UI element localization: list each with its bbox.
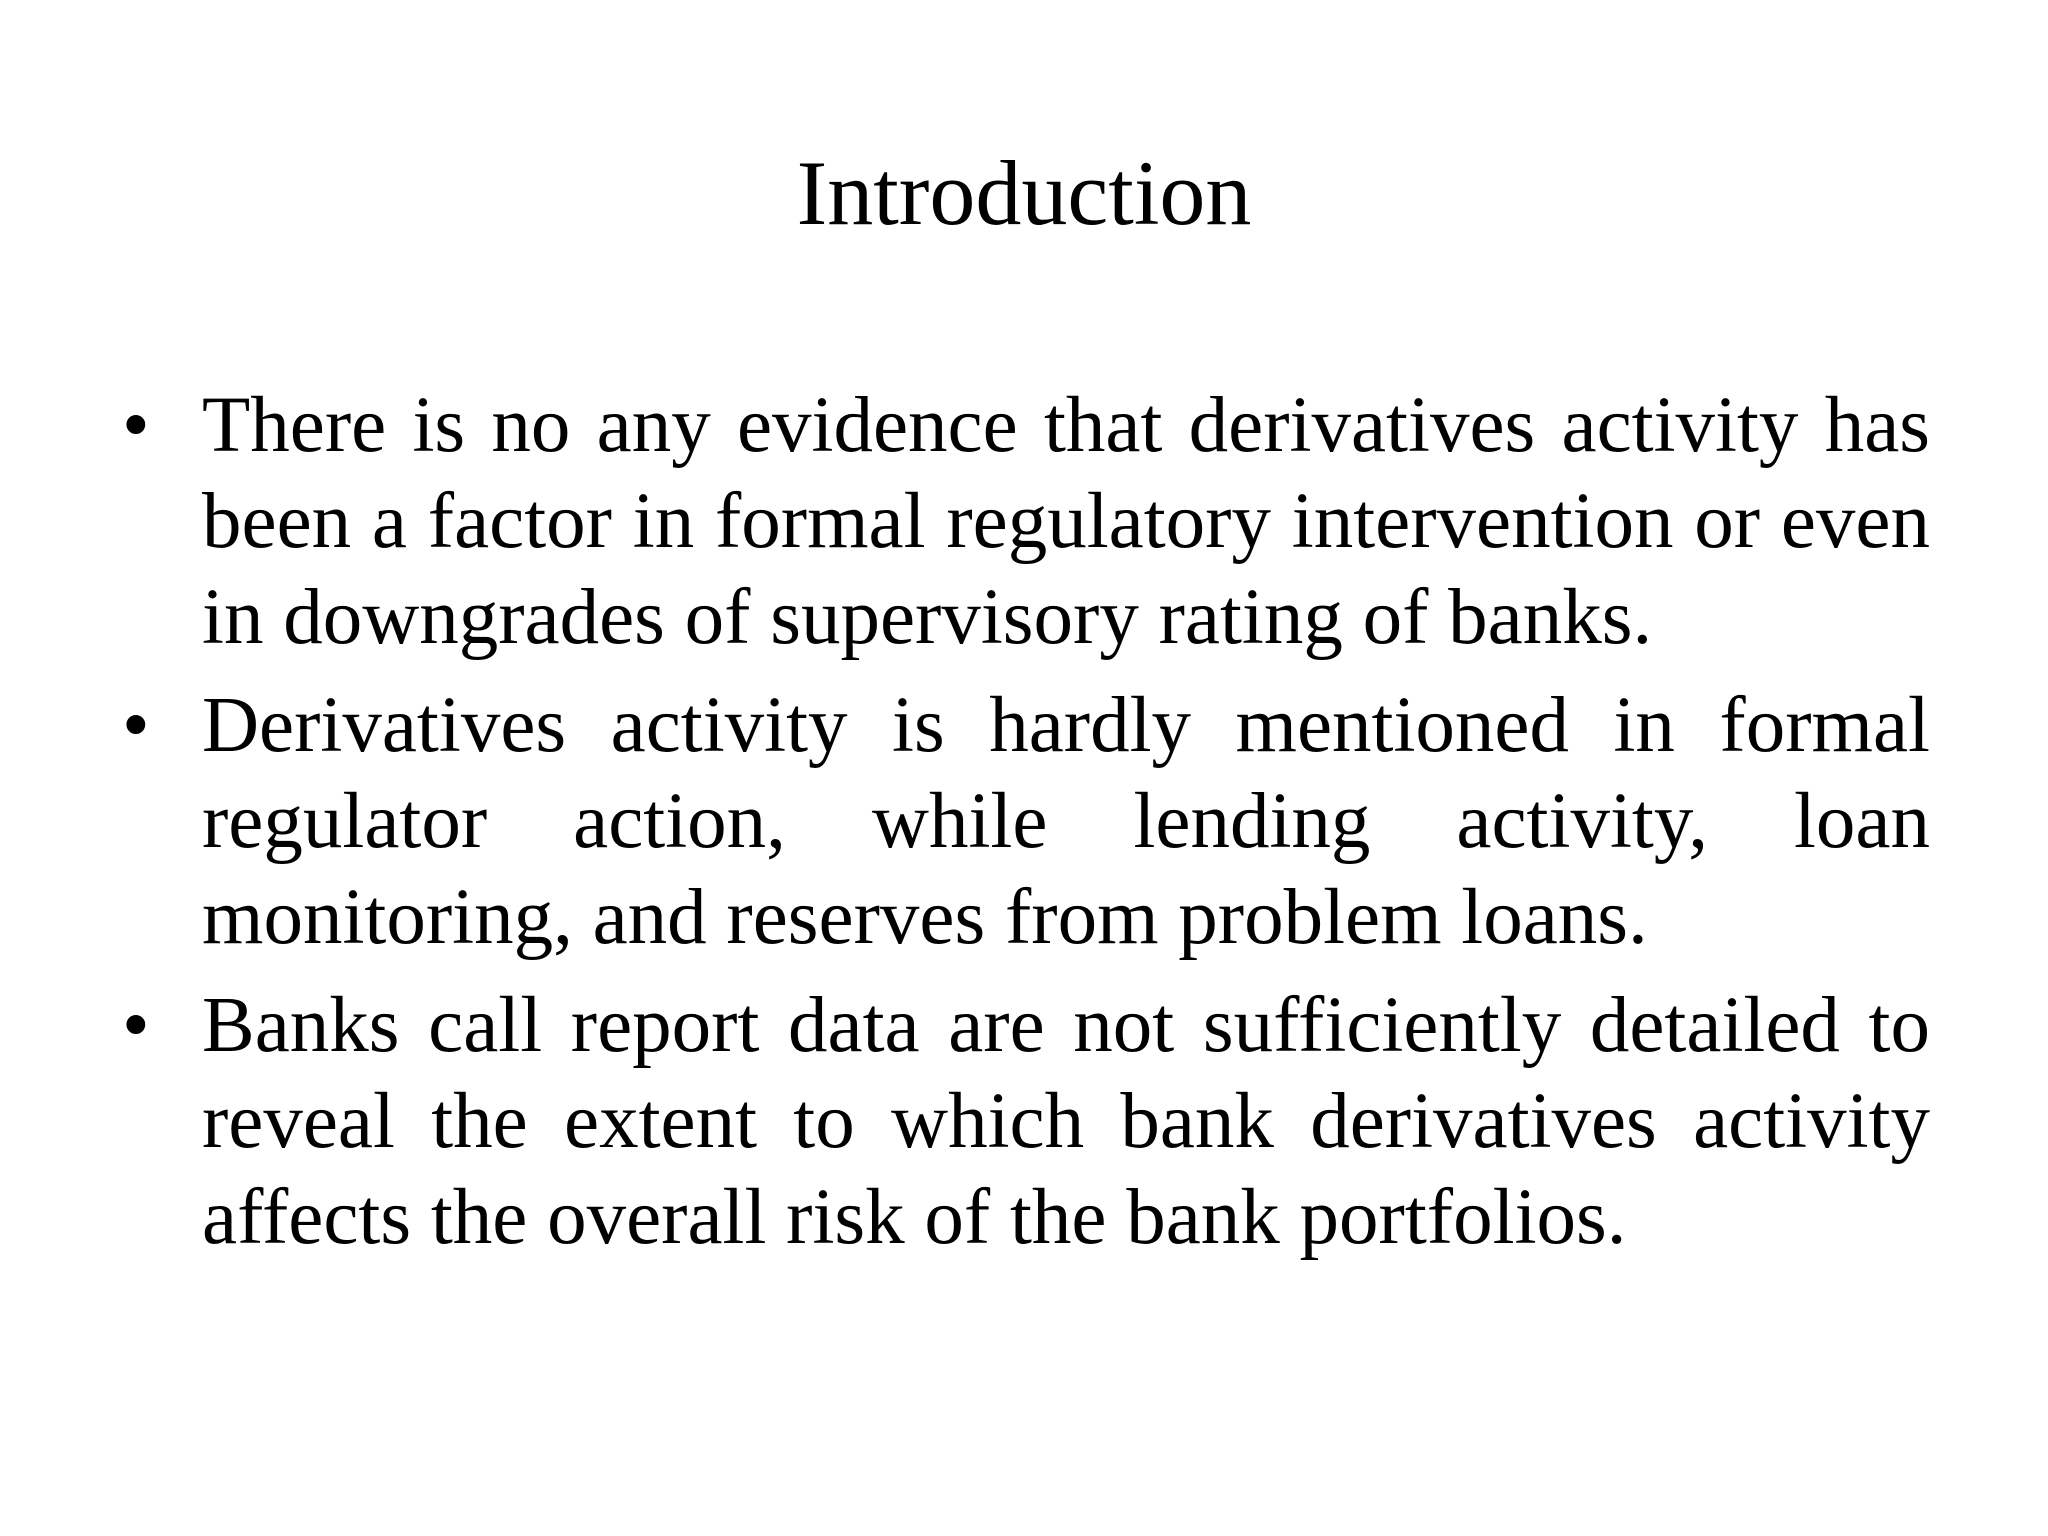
bullet-list bbox=[122, 378, 1930, 1278]
bullet-text: Banks call report data are not sufficiently detailed to reveal the extent to which bank derivatives activity affects the overall risk of the bank portfolios. bbox=[202, 982, 1930, 1261]
list-item bbox=[122, 978, 1930, 1266]
bullet-text: Derivatives activity is hardly mentioned in formal regulator action, while lending activity, loan monitoring, and reserves from problem loans. bbox=[202, 682, 1930, 961]
slide-title: Introduction bbox=[796, 142, 1252, 244]
list-item bbox=[122, 678, 1930, 966]
bullet-icon: • bbox=[122, 682, 150, 769]
bullet-icon: • bbox=[122, 982, 150, 1069]
bullet-icon: • bbox=[122, 382, 150, 469]
bullet-text: There is no any evidence that derivatives activity has been a factor in formal regulatory intervention or even in downgrades of supervisory rating of banks. bbox=[202, 382, 1930, 661]
list-item bbox=[122, 378, 1930, 666]
